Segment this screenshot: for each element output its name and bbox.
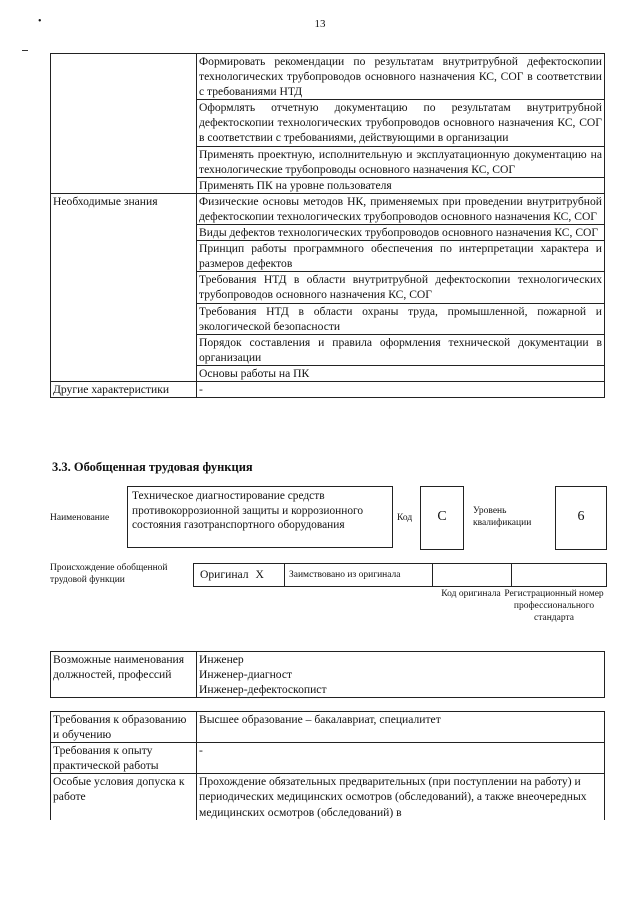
education-value: Высшее образование – бакалавриат, специалитет (197, 712, 605, 743)
position-item: Инженер-дефектоскопист (199, 683, 327, 697)
knowledge-item: Принцип работы программного обеспечения по интерпретации характера и размеров дефектов (197, 241, 605, 272)
positions-table (50, 651, 605, 698)
positions-label: Возможные наименования должностей, профессий (51, 652, 197, 698)
skills-knowledge-table (50, 53, 605, 398)
knowledge-item: Порядок составления и правила оформления технической документации в организации (197, 334, 605, 365)
scan-dot-mark: • (38, 16, 42, 27)
origin-label: Происхождение обобщенной трудовой функции (50, 563, 168, 585)
original-label: Оригинал (200, 568, 249, 581)
skill-item: Применять ПК на уровне пользователя (197, 177, 605, 193)
knowledge-item: Требования НТД в области внутритрубной дефектоскопии технологических трубопроводов основного назначения КС, СОГ (197, 272, 605, 303)
skill-item: Формировать рекомендации по результатам внутритрубной дефектоскопии технологических трубопроводов основного назначения КС, СОГ в соответствии с требованиями НТД (197, 54, 605, 100)
position-item: Инженер (199, 653, 244, 666)
code-original-caption: Код оригинала (441, 589, 501, 599)
level-label: Уровень квалификации (473, 506, 532, 528)
section-heading: 3.3. Обобщенная трудовая функция (52, 460, 253, 474)
code-original-cell (433, 564, 512, 586)
origin-row (193, 563, 607, 587)
experience-label: Требования к опыту практической работы (51, 743, 197, 774)
skill-item: Применять проектную, исполнительную и эксплуатационную документацию на технологические трубопроводы основного назначения КС, СОГ (197, 146, 605, 177)
level-value-box: 6 (555, 486, 607, 550)
row-label-knowledge: Необходимые знания (51, 193, 197, 381)
code-label: Код (397, 513, 413, 523)
skill-item: Оформлять отчетную документацию по результатам внутритрубной дефектоскопии технологических трубопроводов основного назначения КС, СОГ в соответствии с требованиями, действующими в организации (197, 100, 605, 146)
borrowed-label: Заимствовано из оригинала (285, 564, 433, 586)
education-label: Требования к образованию и обучению (51, 712, 197, 743)
name-label: Наименование (50, 513, 110, 523)
admission-value: Прохождение обязательных предварительных (при поступлении на работу) и периодических медицинских осмотров (обследований), а также внеочередных медицинских осмотров (обследований) в (197, 774, 605, 820)
registration-caption: Регистрационный номер профессионального стандарта (504, 589, 604, 623)
row-label-skills (51, 54, 197, 194)
scan-tick-mark (22, 50, 28, 51)
knowledge-item: Физические основы методов НК, применяемых при проведении внутритрубной дефектоскопии технологических трубопроводов основного назначения КС, СОГ (197, 193, 605, 224)
other-item: - (197, 381, 605, 397)
code-value-box: С (420, 486, 464, 550)
admission-label: Особые условия допуска к работе (51, 774, 197, 820)
page-number: 13 (314, 18, 326, 30)
original-mark: X (255, 568, 264, 581)
knowledge-item: Основы работы на ПК (197, 365, 605, 381)
knowledge-item: Виды дефектов технологических трубопроводов основного назначения КС, СОГ (197, 225, 605, 241)
original-cell (194, 564, 285, 586)
experience-value: - (197, 743, 605, 774)
position-item: Инженер-диагност (199, 668, 293, 682)
row-label-other: Другие характеристики (51, 381, 197, 397)
requirements-table (50, 711, 605, 820)
function-name-box: Техническое диагностирование средств противокоррозионной защиты и коррозионного состояния газотранспортного оборудования (127, 486, 393, 548)
knowledge-item: Требования НТД в области охраны труда, промышленной, пожарной и экологической безопасности (197, 303, 605, 334)
positions-values (197, 652, 605, 698)
